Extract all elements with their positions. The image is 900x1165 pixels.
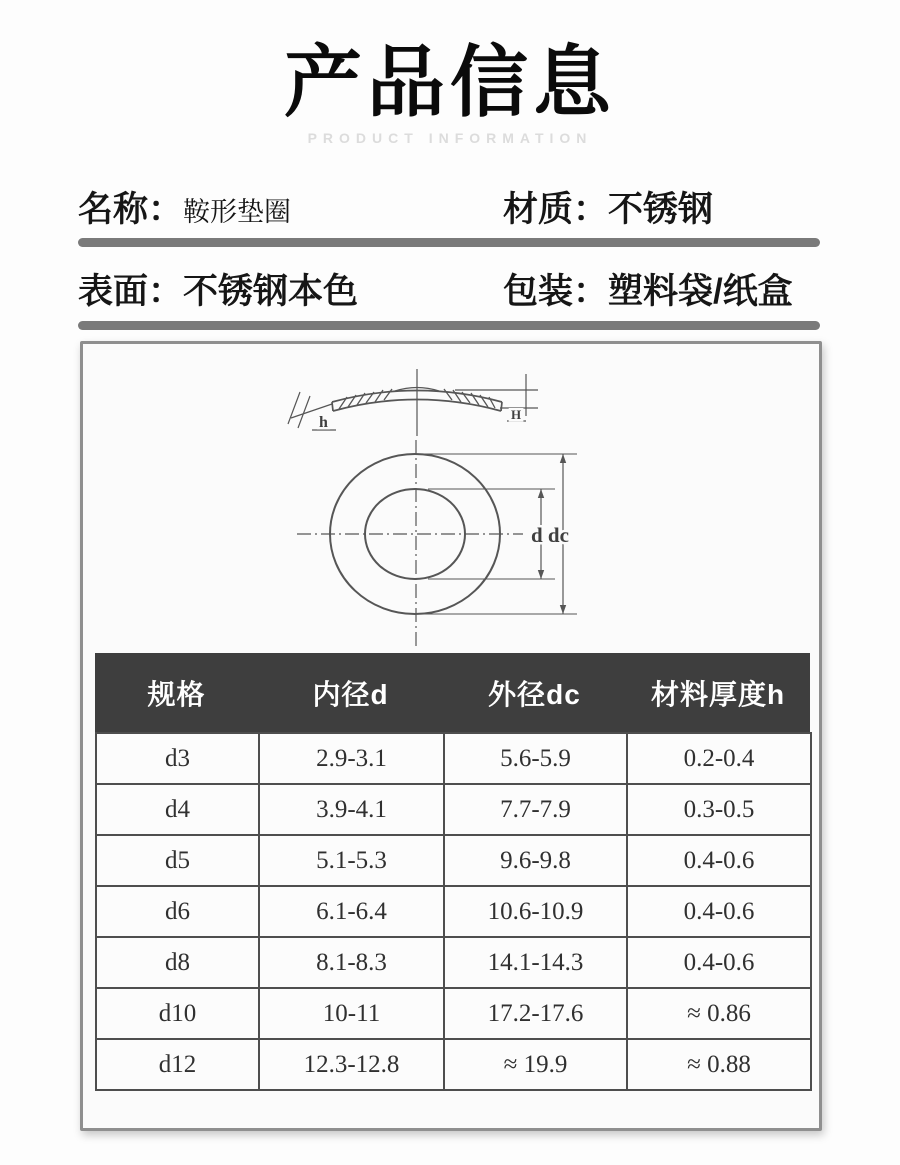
material-value: 不锈钢 [608,190,714,229]
col-header-outer-dc: 外径dc [488,678,581,710]
cell-inner-d: 8.1-8.3 [259,937,444,988]
spec-box [80,341,822,1131]
cell-thickness: ≈ 0.86 [627,988,811,1039]
table-row [96,988,811,1039]
cell-inner-d: 5.1-5.3 [259,835,444,886]
cell-spec: d3 [96,733,259,784]
spec-table-header [95,653,810,732]
cell-inner-d: 2.9-3.1 [259,733,444,784]
cell-thickness: 0.4-0.6 [627,835,811,886]
cell-outer-dc: 7.7-7.9 [444,784,627,835]
cell-outer-dc: 9.6-9.8 [444,835,627,886]
cell-spec: d4 [96,784,259,835]
name-value: 鞍形垫圈 [183,197,292,227]
divider [78,238,820,247]
col-header-spec: 规格 [147,678,206,710]
cell-spec: d12 [96,1039,259,1090]
cell-thickness: 0.3-0.5 [627,784,811,835]
cell-thickness: 0.4-0.6 [627,937,811,988]
cell-thickness: 0.2-0.4 [627,733,811,784]
table-row [96,784,811,835]
cell-spec: d6 [96,886,259,937]
col-header-inner-d: 内径d [312,678,389,710]
cell-outer-dc: ≈ 19.9 [444,1039,627,1090]
cell-spec: d8 [96,937,259,988]
table-row [96,835,811,886]
dimension-label-h: h [319,414,328,431]
info-surface [78,264,358,314]
divider [78,321,820,330]
cell-inner-d: 3.9-4.1 [259,784,444,835]
cell-inner-d: 12.3-12.8 [259,1039,444,1090]
packaging-value: 塑料袋/纸盒 [608,272,793,311]
info-row-2 [78,264,822,314]
cell-spec: d5 [96,835,259,886]
washer-diagram [83,344,819,653]
material-label: 材质： [503,190,609,229]
cell-thickness: 0.4-0.6 [627,886,811,937]
table-row [96,1039,811,1090]
dimension-label-H: H [511,407,522,422]
surface-label: 表面： [78,272,184,311]
page-subtitle: PRODUCT INFORMATION [307,130,593,146]
info-material [503,182,713,232]
cell-outer-dc: 10.6-10.9 [444,886,627,937]
cell-spec: d10 [96,988,259,1039]
cell-inner-d: 6.1-6.4 [259,886,444,937]
packaging-label: 包装： [503,272,609,311]
col-header-thickness: 材料厚度h [650,678,786,710]
name-label: 名称： [78,190,184,229]
table-row [96,733,811,784]
dimension-label-d-dc: d dc [531,523,569,547]
cell-thickness: ≈ 0.88 [627,1039,811,1090]
info-packaging [503,264,793,314]
info-name [78,182,291,232]
cell-inner-d: 10-11 [259,988,444,1039]
cell-outer-dc: 14.1-14.3 [444,937,627,988]
surface-value: 不锈钢本色 [183,272,359,311]
cell-outer-dc: 17.2-17.6 [444,988,627,1039]
page-title: 产品信息 [283,38,616,126]
table-row [96,937,811,988]
cell-outer-dc: 5.6-5.9 [444,733,627,784]
spec-table [95,732,812,1091]
table-row [96,886,811,937]
info-row-1 [78,182,822,232]
